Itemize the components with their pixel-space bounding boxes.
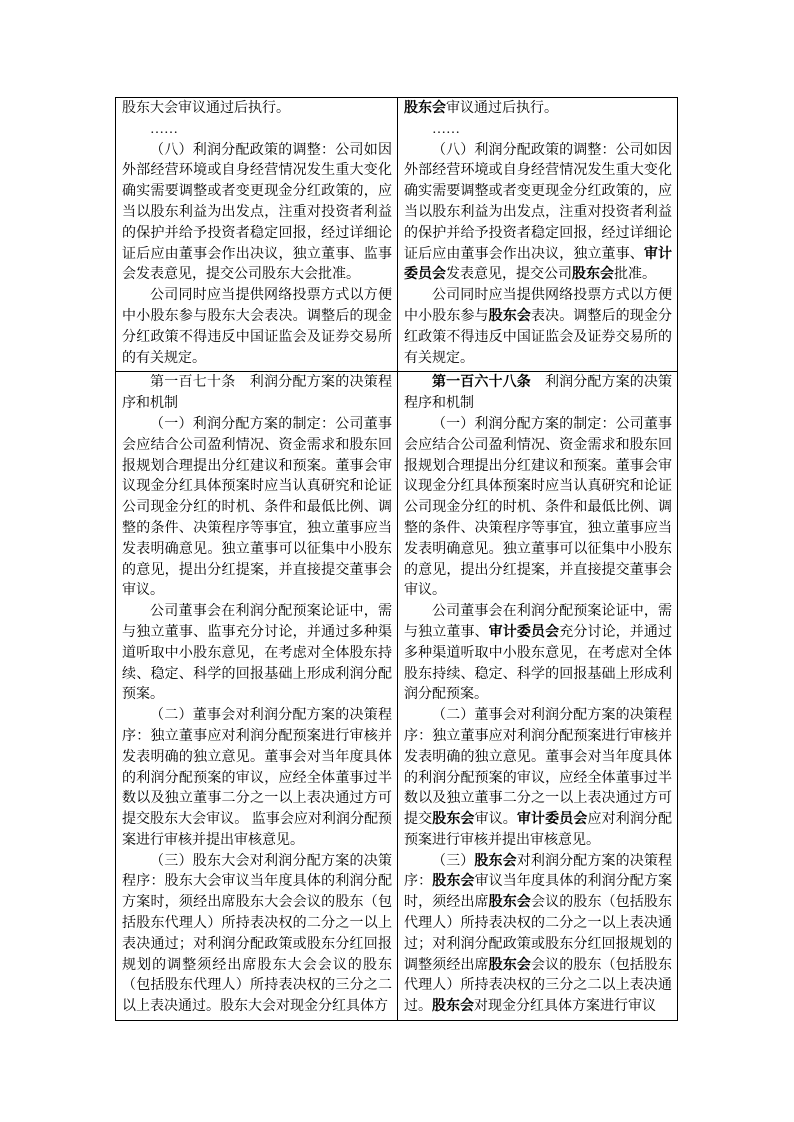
amended-text-segment: 股东会 — [432, 812, 475, 828]
text-segment: 对现金分红具体方案进行审议 — [474, 999, 656, 1015]
text-segment: 公司董事会在利润分配预案论证中，需与独立董事、 — [404, 604, 672, 640]
cell-original-clause-row2 — [116, 372, 398, 1021]
paragraph — [404, 141, 672, 287]
text-segment: 第一百七十条 利润分配方案的决策程序和机制 — [122, 375, 392, 412]
text-segment: …… — [432, 121, 460, 137]
table-row — [116, 98, 678, 372]
cell-original-clause-row1 — [116, 98, 398, 372]
paragraph — [404, 415, 672, 602]
amended-text-segment: 第一百六十八条 — [432, 375, 531, 391]
amended-text-segment: 股东会 — [488, 895, 532, 911]
text-segment: 审议。 — [474, 812, 517, 828]
text-segment: 会议的股东（包括股东代理人）所持表决权的三分之二以上表决通过。 — [404, 957, 673, 1015]
amended-text-segment: 股东会 — [432, 999, 474, 1015]
amended-text-segment: 审计委员会 — [404, 246, 673, 283]
text-segment: 审议当年度具体的利润分配方案时，须经出席 — [404, 874, 673, 911]
paragraph — [122, 120, 392, 141]
paragraph — [404, 120, 672, 141]
text-segment: 审议通过后执行。 — [446, 101, 558, 116]
paragraph — [404, 602, 672, 706]
text-segment: （二）董事会对利润分配方案的决策程序：独立董事应对利润分配预案进行审核并发表明确的独立意见。董事会对当年度具体的利润分配预案的审议，应经全体董事过半数以及独立董事二分之一以上表决通过方可提交股东大会审议。 监事会应对利润分配预案进行审核并提出审核意见。 — [122, 708, 392, 848]
cell-amended-clause-row1 — [398, 98, 678, 372]
paragraph — [404, 373, 672, 415]
amended-text-segment: 审计委员会 — [516, 812, 588, 828]
text-segment: 发表意见，提交公司 — [446, 267, 572, 283]
paragraph — [122, 141, 392, 287]
paragraph — [122, 706, 392, 852]
paragraph — [122, 415, 392, 602]
paragraph — [122, 99, 392, 120]
text-segment: （一）利润分配方案的制定：公司董事会应结合公司盈利情况、资金需求和股东回报规划合理提出分红建议和预案。董事会审议现金分红具体预案时应当认真研究和论证公司现金分红的时机、条件和最低比例、调整的条件、决策程序等事宜，独立董事应当发表明确意见。独立董事可以征集中小股东的意见，提出分红提案，并直接提交董事会审议。 — [404, 416, 672, 599]
text-segment: 批准。 — [614, 267, 656, 283]
amended-text-segment: 股东会 — [572, 267, 614, 283]
text-segment: …… — [150, 121, 178, 137]
text-segment: 公司同时应当提供网络投票方式以方便中小股东参与 — [404, 288, 672, 324]
comparison-table-body — [116, 98, 678, 1021]
paragraph — [122, 602, 392, 706]
paragraph — [404, 852, 672, 1018]
text-segment: 对利润分配方案的决策程序： — [404, 853, 672, 890]
table-row — [116, 372, 678, 1021]
paragraph — [404, 706, 672, 852]
paragraph — [404, 286, 672, 369]
text-segment: 公司董事会在利润分配预案论证中，需与独立董事、监事充分讨论，并通过多种渠道听取中小股东意见，在考虑对全体股东持续、稳定、科学的回报基础上形成利润分配预案。 — [122, 604, 392, 703]
amended-text-segment: 股东会 — [488, 308, 532, 324]
amended-text-segment: 股东会 — [474, 853, 517, 869]
cell-amended-clause-row2 — [398, 372, 678, 1021]
text-segment: 会议的股东（包括股东代理人）所持表决权的二分之一以上表决通过；对利润分配政策或股东分红回报规划的调整须经出席 — [404, 895, 673, 973]
text-segment: （二）董事会对利润分配方案的决策程序：独立董事应对利润分配预案进行审核并发表明确的独立意见。董事会对当年度具体的利润分配预案的审议，应经全体董事过半数以及独立董事二分之一以上表决通过方可提交 — [404, 708, 672, 828]
text-segment: 应对利润分配预案进行审核并提出审核意见。 — [404, 812, 673, 848]
articles-comparison-table — [115, 97, 678, 1021]
text-segment: （八）利润分配政策的调整：公司如因外部经营环境或自身经营情况发生重大变化确实需要调整或者变更现金分红政策的，应当以股东利益为出发点，注重对投资者利益的保护并给予投资者稳定回报，经过详细论证后应由董事会作出决议，独立董事、监事会发表意见，提交公司股东大会批准。 — [122, 142, 392, 283]
text-segment: 股东大会审议通过后执行。 — [122, 101, 290, 116]
text-segment: 充分讨论，并通过多种渠道听取中小股东意见，在考虑对全体股东持续、稳定、科学的回报基础上形成利润分配预案。 — [404, 624, 673, 703]
paragraph — [122, 373, 392, 415]
amended-text-segment: 股东会 — [404, 101, 446, 116]
amended-text-segment: 股东会 — [488, 957, 532, 973]
amended-text-segment: 股东会 — [432, 874, 475, 890]
text-segment: （三） — [432, 853, 475, 869]
text-segment: 利润分配方案的决策程序和机制 — [404, 375, 672, 412]
text-segment: 公司同时应当提供网络投票方式以方便中小股东参与股东大会表决。调整后的现金分红政策不得违反中国证监会及证券交易所的有关规定。 — [122, 288, 392, 366]
paragraph — [122, 852, 392, 1018]
paragraph — [122, 286, 392, 369]
text-segment: 表决。调整后的现金分红政策不得违反中国证监会及证券交易所的有关规定。 — [404, 308, 673, 366]
text-segment: （八）利润分配政策的调整：公司如因外部经营环境或自身经营情况发生重大变化确实需要调整或者变更现金分红政策的，应当以股东利益为出发点，注重对投资者利益的保护并给予投资者稳定回报，经过详细论证后应由董事会作出决议，独立董事、 — [404, 142, 672, 262]
text-segment: （三）股东大会对利润分配方案的决策程序：股东大会审议当年度具体的利润分配方案时，须经出席股东大会会议的股东（包括股东代理人）所持表决权的二分之一以上表决通过；对利润分配政策或股东分红回报规划的调整须经出席股东大会会议的股东（包括股东代理人）所持表决权的三分之二以上表决通过。股东大会对现金分红具体方 — [122, 853, 392, 1015]
paragraph — [404, 99, 672, 120]
text-segment: （一）利润分配方案的制定：公司董事会应结合公司盈利情况、资金需求和股东回报规划合理提出分红建议和预案。董事会审议现金分红具体预案时应当认真研究和论证公司现金分红的时机、条件和最低比例、调整的条件、决策程序等事宜，独立董事应当发表明确意见。独立董事可以征集中小股东的意见，提出分红提案，并直接提交董事会审议。 — [122, 416, 392, 599]
amended-text-segment: 审计委员会 — [488, 624, 560, 640]
